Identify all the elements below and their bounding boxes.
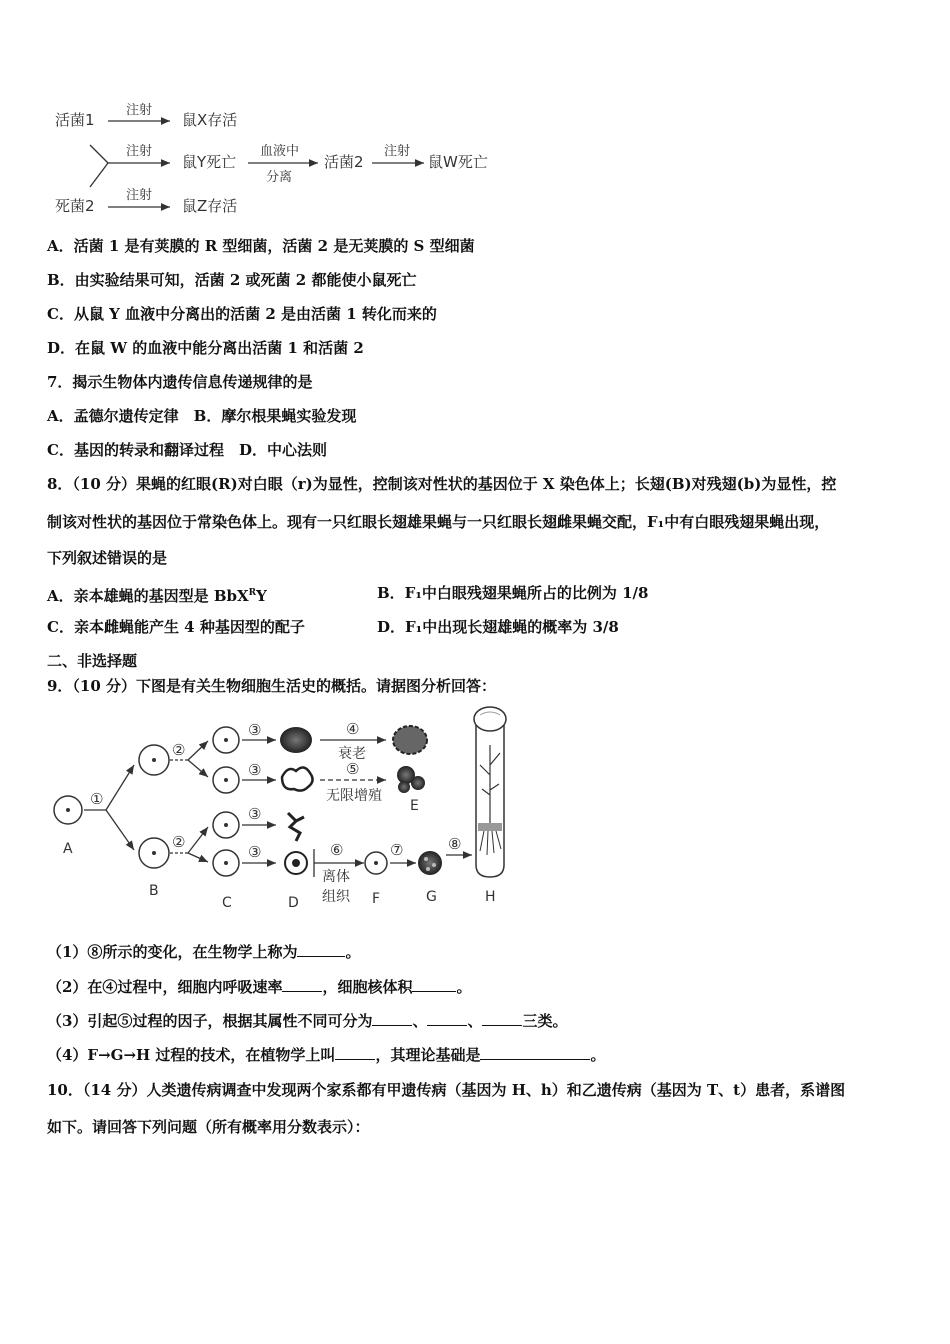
label-e: E — [410, 798, 419, 814]
answer-blank-1[interactable] — [297, 942, 345, 957]
label-c: C — [222, 895, 232, 911]
step1-label: ① — [90, 790, 104, 808]
q6-option-c: C．从鼠 Y 血液中分离出的活菌 2 是由活菌 1 转化而来的 — [47, 305, 437, 323]
q9-sub4: （4）F→G→H 过程的技术，在植物学上叫 ，其理论基础是 。 — [47, 1046, 606, 1064]
label-a: A — [63, 841, 73, 857]
cell-aged — [393, 726, 427, 754]
q10-stem-line1: 10．（14 分）人类遗传病调查中发现两个家系都有甲遗传病（基因为 H、h）和乙遗传病（基因为 T、t）患者，系谱图 — [47, 1081, 846, 1099]
q6-option-a: A．活菌 1 是有荚膜的 R 型细菌，活菌 2 是无荚膜的 S 型细菌 — [47, 237, 475, 255]
mouse-w-label: 鼠W死亡 — [428, 153, 488, 171]
live2-label: 活菌2 — [324, 153, 364, 171]
q7-stem: 7．揭示生物体内遗传信息传递规律的是 — [47, 373, 313, 391]
label-f: F — [372, 891, 381, 907]
test-tube-h — [474, 707, 506, 877]
step2-label-upper: ② — [172, 741, 186, 759]
label-d: D — [288, 895, 299, 911]
answer-blank-3[interactable] — [412, 977, 456, 992]
answer-blank-6[interactable] — [482, 1011, 522, 1026]
q8-stem-line1: 8．（10 分）果蝇的红眼(R)对白眼（r)为显性，控制该对性状的基因位于 X 染色体上；长翅(B)对残翅(b)为显性，控 — [47, 475, 837, 493]
q9-sub3: （3）引起⑤过程的因子，根据其属性不同可分为 、 、 三类。 — [47, 1012, 568, 1030]
inject-label-4: 注射 — [126, 188, 153, 203]
step5-label: ⑤ — [346, 760, 360, 778]
blood-bottom-label: 分离 — [266, 170, 293, 185]
callus-g — [418, 851, 442, 875]
section-title: 二、非选择题 — [47, 652, 138, 670]
step2-label-lower: ② — [172, 833, 186, 851]
isolate-label-2: 组织 — [322, 889, 350, 905]
q9-stem: 9．（10 分）下图是有关生物细胞生活史的概括。请据图分析回答： — [47, 677, 497, 695]
q8-stem-line2: 制该对性状的基因位于常染色体上。现有一只红眼长翅雄果蝇与一只红眼长翅雌果蝇交配，F₁中有白眼残翅果蝇出现， — [47, 513, 830, 531]
q7-options-ab: A．孟德尔遗传定律 B．摩尔根果蝇实验发现 — [47, 407, 357, 425]
q8-option-b: B．F₁中白眼残翅果蝇所占的比例为 1/8 — [377, 584, 649, 602]
answer-blank-4[interactable] — [372, 1011, 412, 1026]
q8-option-c: C．亲本雌蝇能产生 4 种基因型的配子 — [47, 618, 305, 636]
step3-label-4: ③ — [248, 843, 262, 861]
cell-history-diagram — [48, 705, 518, 915]
step3-label-1: ③ — [248, 721, 262, 739]
q8-stem-line3: 下列叙述错误的是 — [47, 549, 168, 567]
aging-label: 衰老 — [338, 746, 366, 762]
step4-label: ④ — [346, 720, 360, 738]
answer-blank-2[interactable] — [282, 977, 322, 992]
q6-option-b: B．由实验结果可知，活菌 2 或死菌 2 都能使小鼠死亡 — [47, 271, 417, 289]
unlimited-label: 无限增殖 — [326, 788, 382, 804]
q6-option-d: D．在鼠 W 的血液中能分离出活菌 1 和活菌 2 — [47, 339, 364, 357]
step3-label-2: ③ — [248, 761, 262, 779]
cell-differentiated-neuron — [288, 813, 304, 841]
dead2-label: 死菌2 — [55, 197, 95, 215]
answer-blank-7[interactable] — [335, 1045, 375, 1060]
branch-lower — [90, 163, 108, 187]
q8-options-ab — [47, 583, 907, 606]
q8-option-d: D．F₁中出现长翅雄蝇的概率为 3/8 — [377, 618, 619, 636]
live1-label: 活菌1 — [55, 111, 95, 129]
blood-top-label: 血液中 — [260, 144, 300, 159]
inject-label-3: 注射 — [384, 144, 411, 159]
step3-label-3: ③ — [248, 805, 262, 823]
step6-label: ⑥ — [330, 841, 344, 859]
label-h: H — [485, 889, 496, 905]
mouse-x-label: 鼠X存活 — [182, 111, 238, 129]
mouse-y-label: 鼠Y死亡 — [182, 153, 237, 171]
q9-sub2: （2）在④过程中，细胞内呼吸速率 ，细胞核体积 。 — [47, 978, 472, 996]
q10-stem-line2: 如下。请回答下列问题（所有概率用分数表示）： — [47, 1118, 370, 1136]
bacteria-experiment-diagram — [50, 95, 510, 225]
label-g: G — [426, 889, 437, 905]
mouse-z-label: 鼠Z存活 — [182, 197, 238, 215]
inject-label-1: 注射 — [126, 103, 153, 118]
step8-label: ⑧ — [448, 835, 462, 853]
cell-differentiated-round — [280, 727, 312, 753]
step7-label: ⑦ — [390, 841, 404, 859]
q8-option-a: A．亲本雄蝇的基因型是 BbX$^R$Y — [47, 587, 267, 605]
answer-blank-5[interactable] — [427, 1011, 467, 1026]
q8-options-cd — [47, 617, 907, 637]
q9-sub1: （1）⑧所示的变化，在生物学上称为 。 — [47, 943, 361, 961]
branch-upper — [90, 145, 108, 163]
inject-label-2: 注射 — [126, 144, 153, 159]
isolate-label-1: 离体 — [322, 869, 350, 885]
q7-options-cd: C．基因的转录和翻译过程 D．中心法则 — [47, 441, 327, 459]
answer-blank-8[interactable] — [480, 1045, 590, 1060]
label-b: B — [149, 883, 159, 899]
cell-differentiated-irregular — [282, 767, 313, 790]
